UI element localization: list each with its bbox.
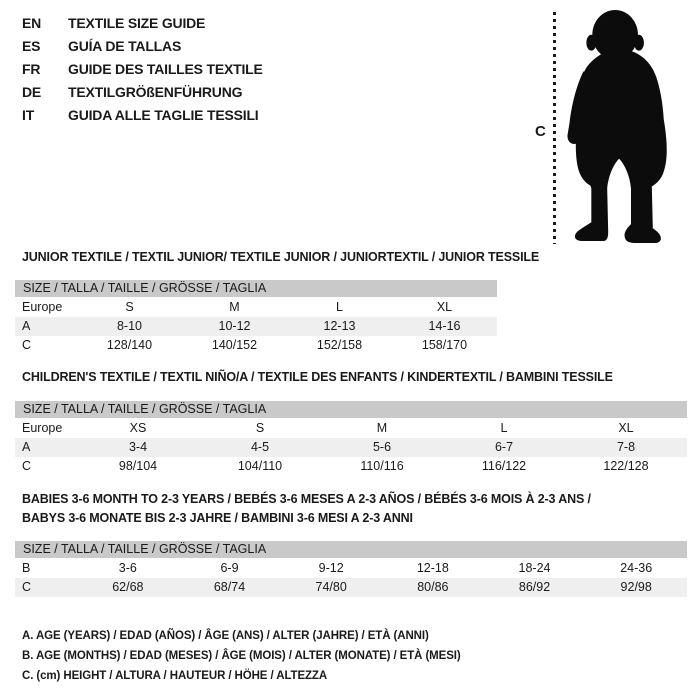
section-childrens-textile [15, 369, 687, 476]
row-label: C [22, 338, 32, 352]
cell-value: 86/92 [518, 580, 551, 594]
cell-value: 80/86 [417, 580, 449, 594]
cell-value: 9-12 [318, 561, 344, 575]
cell-value: 74/80 [315, 580, 347, 594]
cell-value: 158/170 [421, 338, 468, 352]
cell-value: 152/158 [316, 338, 363, 352]
table-size-header: SIZE / TALLA / TAILLE / GRÖSSE / TAGLIA [15, 401, 687, 419]
cell-value: S [125, 300, 134, 314]
height-measure-label: C [535, 123, 546, 140]
cell-value: 104/110 [237, 459, 283, 473]
language-row-it [22, 104, 263, 127]
cell-value: 116/122 [481, 459, 527, 473]
language-code: FR [22, 61, 41, 77]
cell-value: 18-24 [518, 561, 551, 575]
language-row-es [22, 35, 263, 58]
table-row-a [15, 317, 497, 336]
cell-value: 3-6 [118, 561, 137, 575]
cell-value: 14-16 [428, 319, 461, 333]
section-title-line: CHILDREN'S TEXTILE / TEXTIL NIÑO/A / TEXTILE DES ENFANTS / KINDERTEXTIL / BAMBINI TESSILE [22, 370, 613, 384]
cell-value: L [336, 300, 343, 314]
language-row-fr [22, 58, 263, 81]
height-dotted-line [553, 12, 556, 244]
size-table-junior [15, 280, 497, 355]
cell-value: 5-6 [372, 440, 392, 454]
cell-value: 110/116 [360, 459, 404, 473]
guide-title-fr: GUIDE DES TAILLES TEXTILE [68, 61, 263, 77]
cell-value: 12-18 [416, 561, 449, 575]
language-code: IT [22, 107, 35, 123]
section-title-line: JUNIOR TEXTILE / TEXTIL JUNIOR/ TEXTILE JUNIOR / JUNIORTEXTIL / JUNIOR TESSILE [22, 250, 540, 264]
cell-value: M [229, 300, 240, 314]
cell-value: 10-12 [218, 319, 251, 333]
toddler-silhouette-icon [563, 8, 698, 246]
cell-value: 122/128 [603, 459, 649, 473]
cell-value: XS [129, 421, 147, 435]
table-row-a [15, 438, 687, 457]
row-label: A [22, 319, 31, 333]
language-row-de [22, 81, 263, 104]
section-junior-textile [15, 249, 687, 355]
row-label: Europe [22, 421, 63, 435]
language-code: EN [22, 15, 42, 31]
row-label: C [22, 459, 32, 473]
cell-value: 7-8 [616, 440, 636, 454]
language-code: ES [22, 38, 41, 54]
cell-value: XL [436, 300, 453, 314]
row-label: C [22, 580, 32, 594]
table-size-header: SIZE / TALLA / TAILLE / GRÖSSE / TAGLIA [15, 541, 687, 559]
section-title-line: BABIES 3-6 MONTH TO 2-3 YEARS / BEBÉS 3-6 MESES A 2-3 AÑOS / BÉBÉS 3-6 MOIS À 2-3 ANS / [22, 492, 591, 506]
size-table-babies [15, 541, 687, 597]
section-title-line: BABYS 3-6 MONATE BIS 2-3 JAHRE / BAMBINI 3-6 MESI A 2-3 ANNI [22, 511, 413, 525]
table-row-c [15, 336, 497, 355]
height-measure-figure [520, 6, 700, 250]
language-list [22, 12, 263, 127]
section-title-babies [22, 490, 687, 528]
cell-value: M [376, 421, 388, 435]
table-row-europe [15, 419, 687, 438]
cell-value: 62/68 [112, 580, 144, 594]
row-label: Europe [22, 300, 63, 314]
table-row-b [15, 559, 687, 578]
cell-value: 68/74 [213, 580, 246, 594]
cell-value: 92/98 [620, 580, 652, 594]
language-code: DE [22, 84, 42, 100]
cell-value: S [255, 421, 265, 435]
cell-value: 140/152 [211, 338, 258, 352]
cell-value: 12-13 [323, 319, 356, 333]
row-label: B [22, 561, 31, 575]
cell-value: 8-10 [116, 319, 143, 333]
language-row-en [22, 12, 263, 35]
cell-value: XL [618, 421, 634, 435]
table-row-c [15, 578, 687, 597]
guide-title-de: TEXTILGRÖßENFÜHRUNG [68, 84, 243, 100]
guide-title-en: TEXTILE SIZE GUIDE [68, 15, 206, 31]
table-row-europe [15, 298, 497, 317]
section-title-children [22, 369, 687, 385]
legend-height-cm: C. (cm) HEIGHT / ALTURA / HAUTEUR / HÖHE / ALTEZZA [22, 670, 328, 682]
table-size-header: SIZE / TALLA / TAILLE / GRÖSSE / TAGLIA [15, 280, 497, 298]
measure-legend [22, 626, 461, 686]
cell-value: 6-7 [494, 440, 514, 454]
guide-title-es: GUÍA DE TALLAS [68, 38, 182, 54]
size-table-children [15, 401, 687, 476]
section-title-junior [22, 249, 687, 265]
cell-value: L [500, 421, 508, 435]
cell-value: 6-9 [220, 561, 239, 575]
legend-age-months: B. AGE (MONTHS) / EDAD (MESES) / ÂGE (MOIS) / ALTER (MONATE) / ETÀ (MESI) [22, 650, 461, 662]
cell-value: 4-5 [250, 440, 270, 454]
table-row-c [15, 457, 687, 476]
cell-value: 128/140 [106, 338, 153, 352]
row-label: A [22, 440, 31, 454]
cell-value: 3-4 [128, 440, 148, 454]
cell-value: 98/104 [118, 459, 158, 473]
cell-value: 24-36 [620, 561, 653, 575]
legend-age-years: A. AGE (YEARS) / EDAD (AÑOS) / ÂGE (ANS) / ALTER (JAHRE) / ETÀ (ANNI) [22, 630, 429, 642]
section-babies-textile [15, 490, 687, 597]
guide-title-it: GUIDA ALLE TAGLIE TESSILI [68, 107, 259, 123]
